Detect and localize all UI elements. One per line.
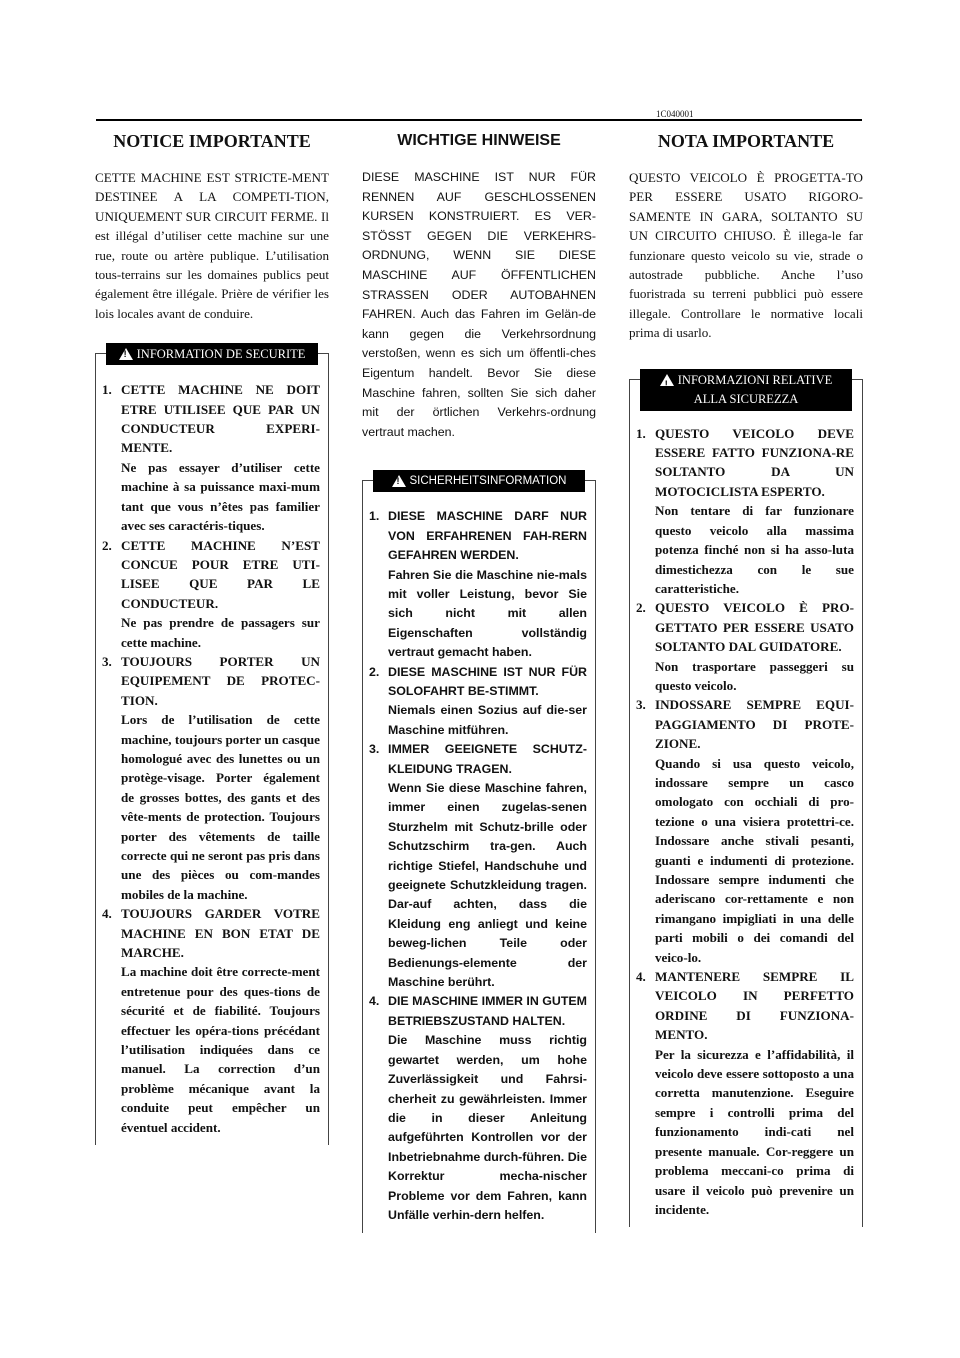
- list-item: 2. CETTE MACHINE N’EST CONCUE POUR ETRE UTI-LISEE QUE PAR LE CONDUCTEUR. Ne pas prendre de passagers sur cette machine.: [102, 537, 320, 650]
- safety-box-french: [95, 346, 329, 1145]
- list-item: 3. IMMER GEEIGNETE SCHUTZ-KLEIDUNG TRAGEN. Wenn Sie diese Maschine fahren, immer einen zugelas-senen Sturzhelm mit Schutz-brille oder Schutzschirm tra-gen. Auch richtige Stiefel, Handschuhe und geeignete Schutzkleidung tragen. Dar-auf achten, dass die Kleidung eng anliegt und keine beweg-lichen Teile oder Bedienungs-elemente der Maschine berührt.: [369, 742, 587, 990]
- column-italian: [629, 126, 863, 1227]
- heading-german: WICHTIGE HINWEISE: [397, 132, 561, 149]
- safety-badge-label: INFORMAZIONI RELATIVE: [677, 372, 833, 387]
- safety-badge-german: [373, 470, 585, 492]
- list-item: 1. DIESE MASCHINE DARF NUR VON ERFAHRENEN FAH-RERN GEFAHREN WERDEN. Fahren Sie die Maschine nie-mals mit voller Leistung, bevor Sie sich nicht mit allen Eigenschaften vollständig vertraut gemacht haben.: [369, 509, 587, 660]
- safety-badge-label: SICHERHEITSINFORMATION: [409, 475, 567, 488]
- safety-list-french: [102, 380, 320, 1137]
- warning-triangle-icon: [392, 475, 406, 487]
- safety-list-german: [369, 507, 587, 1225]
- list-item: 4. DIE MASCHINE IMMER IN GUTEM BETRIEBSZUSTAND HALTEN. Die Maschine muss richtig gewartet werden, um hohe Zuverlässigkeit und Fahrsi-cherheit zu gewährleisten. Immer die in dieser Anleitung aufgeführten Kontrollen vor der Inbetriebnahme durch-führen. Die Korrektur mecha-nischer Probleme vor dem Fahren, kann Unfälle verhin-dern helfen.: [369, 994, 587, 1222]
- column-german: [362, 126, 596, 1233]
- safety-badge-italian: [640, 369, 852, 411]
- safety-badge-label: INFORMATION DE SECURITE: [136, 346, 306, 361]
- list-item: 3. TOUJOURS PORTER UN EQUIPEMENT DE PROTEC-TION. Lors de l’utilisation de cette machine, toujours porter un casque homologué avec des lunettes ou un protège-visage. Porter également de grosses bottes, des gants et des vête-ments de protection. Toujours porter des vêtements de taille correcte qui ne seront pas pris dans une des pièces ou com-mandes mobiles de la machine.: [102, 653, 320, 902]
- intro-german: DIESE MASCHINE IST NUR FÜR RENNEN AUF GESCHLOSSENEN KURSEN KONSTRUIERT. ES VER-STÖSST GEGEN DIE VERKEHRS-ORDNUNG, WENN SIE DIESE MASCHINE AUF ÖFFENTLICHEN STRASSEN ODER AUTOBAHNEN FAHREN. Auch das Fahren im Gelän-de kann gegen die Verkehrsordnung verstoßen, wenn es sich um öffentli-ches Eigentum handelt. Bevor Sie diese Maschine fahren, sollten Sie sich daher mit der örtlichen Verkehrs-ordnung vertraut machen.: [362, 170, 596, 439]
- warning-triangle-icon: [119, 348, 133, 360]
- list-item: 1. CETTE MACHINE NE DOIT ETRE UTILISEE QUE PAR UN CONDUCTEUR EXPERI-MENTE. Ne pas essayer d’utiliser cette machine à sa puissance maxi-mum tant que vous n’êtes pas familier avec ses caractéris-tiques.: [102, 382, 320, 534]
- intro-french: CETTE MACHINE EST STRICTE-MENT DESTINEE A LA COMPETI-TION, UNIQUEMENT SUR CIRCUIT FERME. Il est illégal d’utiliser cette machine sur une rue, route ou artère publique. L’utilisation tous-terrains sur les domaines publics peut également être illégale. Prière de vérifier les lois locales avant de conduire.: [95, 170, 329, 321]
- heading-italian: NOTA IMPORTANTE: [657, 131, 835, 151]
- intro-italian: QUESTO VEICOLO È PROGETTA-TO PER ESSERE USATO RIGORO-SAMENTE IN GARA, SOLTANTO SU UN CIRCUITO CHIUSO. È illega-le far funzionare questo veicolo su vie, strade o autostrade pubbliche. Anche l’uso fuoristrada su terreni pubblici può essere illegale. Controllare le normative locali prima di usarlo.: [629, 170, 863, 341]
- heading-french: NOTICE IMPORTANTE: [113, 131, 311, 151]
- list-item: 2. DIESE MASCHINE IST NUR FÜR SOLOFAHRT BE-STIMMT. Niemals einen Sozius auf die-ser Maschine mitführen.: [369, 664, 587, 737]
- list-item: 4. MANTENERE SEMPRE IL VEICOLO IN PERFETTO ORDINE DI FUNZIONA-MENTO. Per la sicurezza e l’affidabilità, il veicolo deve essere sottoposto a una corretta manutenzione. Eseguire sempre i controlli prima del funzionamento indi-cati nel presente manuale. Cor-reggere un problema meccani-co prima di usare il veicolo può prevenire un incidente.: [636, 969, 854, 1217]
- safety-list-italian: [636, 424, 854, 1220]
- safety-box-italian: [629, 372, 863, 1228]
- list-item: 3. INDOSSARE SEMPRE EQUI-PAGGIAMENTO DI PROTE-ZIONE. Quando si usa questo veicolo, indossare sempre un casco omologato con occhiali di pro-tezione o una visiera protettri-ce. Indossare anche stivali pesanti, guanti e indumenti di protezione. Indossare sempre indumenti che aderiscano cor-rettamente e non rimangano impigliati in una delle parti mobili o dei comandi del veico-lo.: [636, 697, 854, 965]
- safety-box-german: [362, 475, 596, 1233]
- list-item: 4. TOUJOURS GARDER VOTRE MACHINE EN BON ETAT DE MARCHE. La machine doit être correcte-ment entretenue pour des ques-tions de sécurité et de fiabilité. Toujours effectuer les opéra-tions précédant l’utilisation indiquées dans ce manuel. La correction d’un problème mécanique avant la conduite peut empêcher un éventuel accident.: [102, 906, 320, 1135]
- list-item: 1. QUESTO VEICOLO DEVE ESSERE FATTO FUNZIONA-RE SOLTANTO DA UN MOTOCICLISTA ESPERTO. Non tentare di far funzionare questo veicolo alla massima potenza finché non si ha asso-luta dimestichezza con le sue caratteristiche.: [636, 425, 854, 596]
- list-item: 2. QUESTO VEICOLO È PRO-GETTATO PER ESSERE USATO SOLTANTO DAL GUIDATORE. Non trasportare passeggeri su questo veicolo.: [636, 600, 854, 693]
- safety-badge-label: ALLA SICUREZZA: [693, 391, 799, 406]
- document-code: 1C040001: [656, 109, 694, 119]
- column-french: [95, 126, 329, 1145]
- top-rule: [96, 119, 862, 121]
- safety-badge-french: [106, 343, 318, 365]
- warning-triangle-icon: [660, 374, 674, 386]
